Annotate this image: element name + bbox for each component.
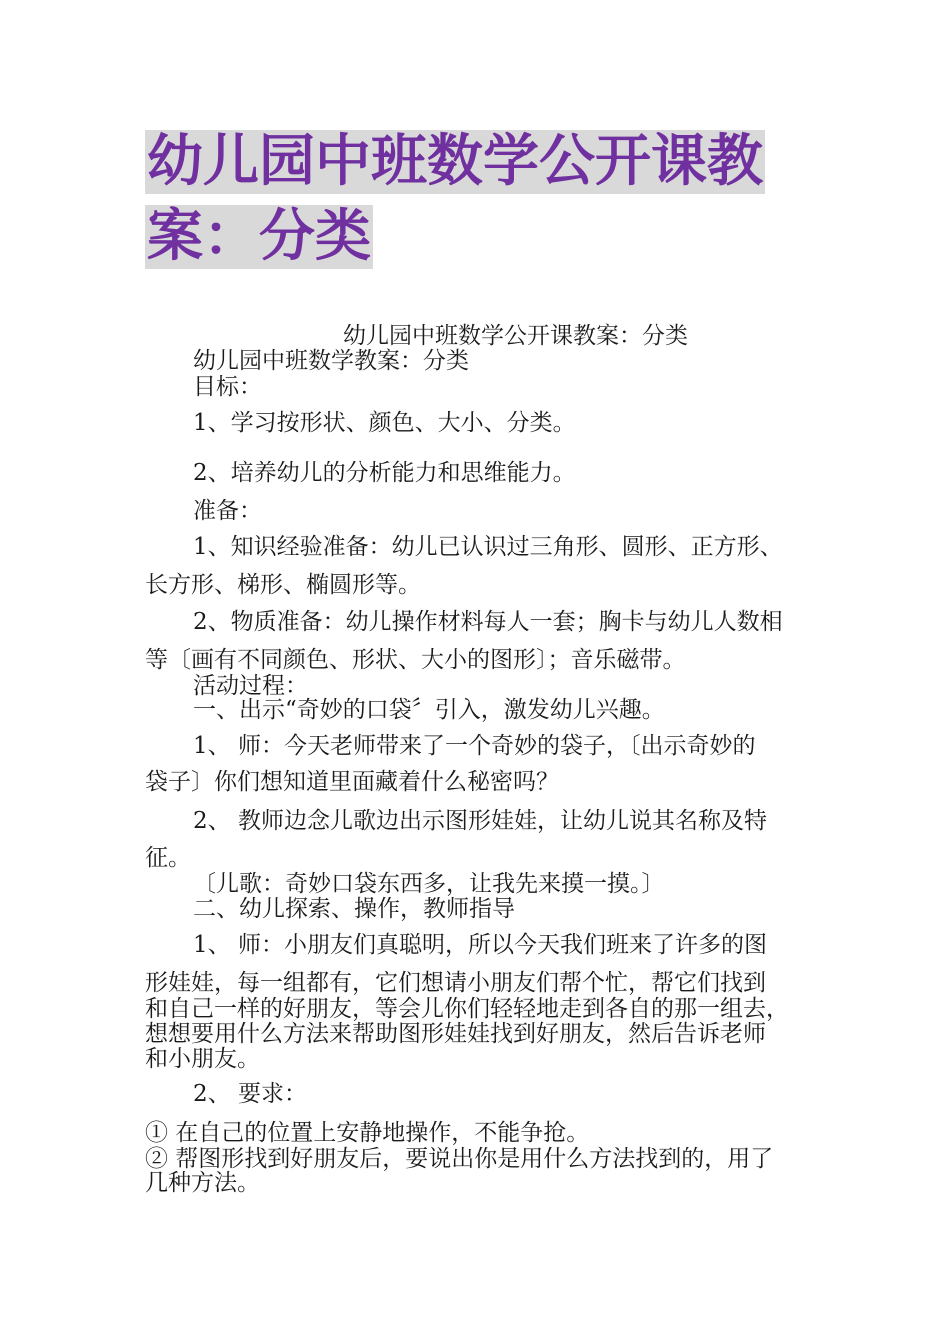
prep-item-2-line-b: 等〔画有不同颜色、形状、大小的图形〕；音乐磁带。 bbox=[145, 647, 686, 673]
step-1-item-1-line-b: 袋子〕你们想知道里面藏着什么秘密吗？ bbox=[145, 769, 559, 795]
step-2-item-1-line-a: 1、 师：小朋友们真聪明，所以今天我们班来了许多的图 bbox=[193, 932, 767, 958]
step-2-title: 二、幼儿探索、操作，教师指导 bbox=[193, 896, 515, 922]
prep-label: 准备： bbox=[193, 498, 262, 524]
subheading: 幼儿园中班数学教案：分类 bbox=[193, 348, 469, 374]
step-1-title: 一、出示“奇妙的口袋〞引入，激发幼儿兴趣。 bbox=[193, 697, 665, 723]
heading: 幼儿园中班数学公开课教案：分类 bbox=[343, 323, 688, 349]
document-title-line-2: 案：分类 bbox=[147, 204, 371, 269]
document-title-line-1: 幼儿园中班数学公开课教 bbox=[147, 129, 763, 194]
step-2-item-1-line-b: 形娃娃，每一组都有，它们想请小朋友们帮个忙，帮它们找到 bbox=[145, 970, 766, 996]
step-2-item-1-line-e: 和小朋友。 bbox=[145, 1046, 260, 1072]
step-2-item-2: 2、 要求： bbox=[193, 1081, 307, 1107]
step-1-item-2-line-b: 征。 bbox=[145, 845, 191, 871]
process-label: 活动过程： bbox=[193, 673, 308, 699]
goal-item-1: 1、学习按形状、颜色、大小、分类。 bbox=[193, 410, 576, 436]
requirement-2-line-a: ② 帮图形找到好朋友后，要说出你是用什么方法找到的，用了 bbox=[145, 1146, 774, 1172]
rhyme: 〔儿歌：奇妙口袋东西多，让我先来摸一摸。〕 bbox=[193, 871, 665, 897]
goal-item-2: 2、培养幼儿的分析能力和思维能力。 bbox=[193, 460, 576, 486]
step-1-item-1-line-a: 1、 师：今天老师带来了一个奇妙的袋子，〔出示奇妙的 bbox=[193, 733, 756, 759]
prep-item-2-line-a: 2、物质准备：幼儿操作材料每人一套；胸卡与幼儿人数相 bbox=[193, 609, 783, 635]
requirement-2-line-b: 几种方法。 bbox=[145, 1170, 260, 1196]
step-2-item-1-line-c: 和自己一样的好朋友，等会儿你们轻轻地走到各自的那一组去， bbox=[145, 996, 789, 1022]
requirement-1: ① 在自己的位置上安静地操作，不能争抢。 bbox=[145, 1120, 590, 1146]
goal-label: 目标： bbox=[193, 374, 262, 400]
step-2-item-1-line-d: 想想要用什么方法来帮助图形娃娃找到好朋友，然后告诉老师 bbox=[145, 1021, 766, 1047]
step-1-item-2-line-a: 2、 教师边念儿歌边出示图形娃娃，让幼儿说其名称及特 bbox=[193, 808, 767, 834]
prep-item-1-line-a: 1、知识经验准备：幼儿已认识过三角形、圆形、正方形、 bbox=[193, 534, 783, 560]
prep-item-1-line-b: 长方形、梯形、椭圆形等。 bbox=[145, 572, 421, 598]
